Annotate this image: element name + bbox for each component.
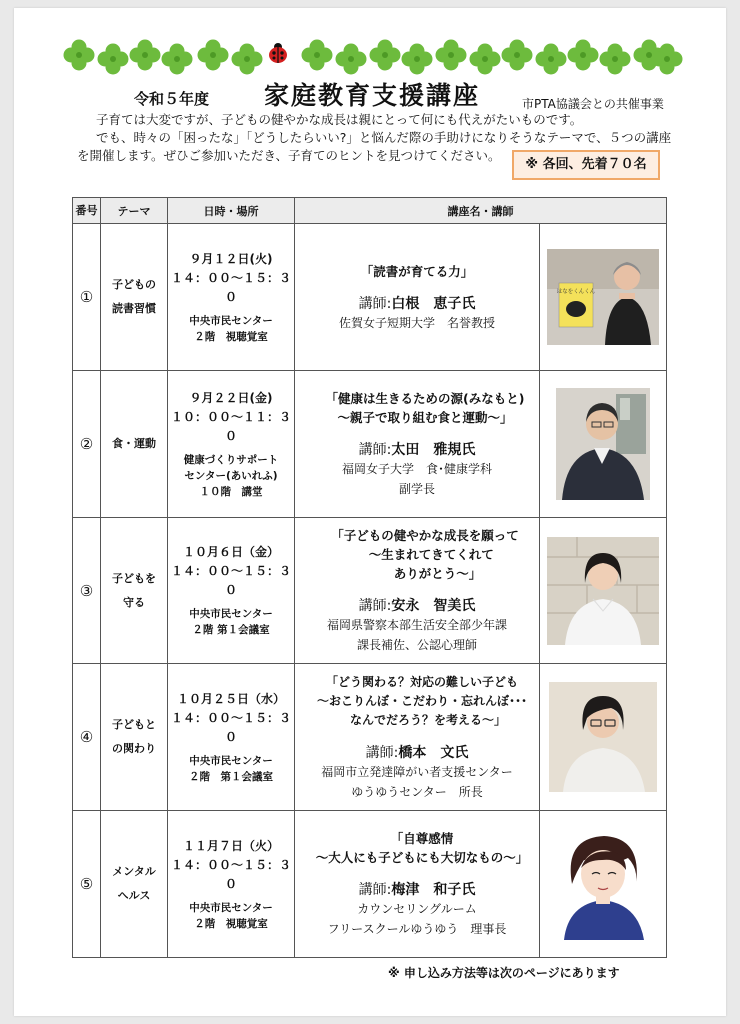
lecturer-photo-image-2 bbox=[556, 388, 650, 500]
course-title: 「子どもの健やかな成長を願って ～生まれてきてくれて ありがとう～」 bbox=[331, 528, 519, 581]
header-number: 番号 bbox=[73, 198, 101, 224]
footer-note: ※ 申し込み方法等は次のページにあります bbox=[388, 966, 620, 980]
row-time: １４：００～１５：３０ bbox=[170, 564, 291, 597]
row-place: 中央市民センター ２階 第１会議室 bbox=[189, 754, 273, 783]
row-theme: 食・運動 bbox=[101, 371, 168, 518]
lecturer-illustration bbox=[558, 828, 648, 940]
clover-icon bbox=[334, 42, 368, 76]
row-course bbox=[295, 664, 540, 811]
page-title: 家庭教育支援講座 bbox=[264, 81, 481, 110]
lecturer-affiliation: 福岡女子大学 食･健康学科 副学長 bbox=[341, 462, 492, 496]
lecturer: 講師:白根 恵子氏 bbox=[358, 295, 476, 312]
table-row bbox=[73, 811, 667, 958]
row-datetime bbox=[168, 224, 295, 371]
row-time: １４：００～１５：３０ bbox=[170, 270, 291, 304]
row-datetime bbox=[168, 518, 295, 664]
row-theme: メンタルヘルス bbox=[101, 811, 168, 958]
svg-text:はなをくんくん: はなをくんくん bbox=[556, 289, 596, 295]
lecturer-photo bbox=[540, 811, 667, 958]
intro-line-1: 子育ては大変ですが、子どもの健やかな成長は親にとって何にも代えがたいものです。 bbox=[96, 112, 583, 127]
course-schedule-table bbox=[72, 197, 667, 958]
row-theme: 子どもを守る bbox=[101, 518, 168, 664]
clover-icon bbox=[128, 38, 162, 72]
lecturer-photo bbox=[540, 518, 667, 664]
row-date: １１月７日（火） bbox=[182, 838, 279, 853]
lecturer-affiliation: 福岡市立発達障がい者支援センター ゆうゆうセンター 所長 bbox=[321, 764, 513, 799]
clover-icon bbox=[434, 38, 468, 72]
row-course bbox=[295, 518, 540, 664]
intro-line-2: でも、時々の「困ったな」「どうしたらいい?」と悩んだ際の手助けになりそうなテーマで、５つの講座 bbox=[96, 130, 672, 145]
row-datetime bbox=[168, 371, 295, 518]
lecturer: 講師:梅津 和子氏 bbox=[358, 882, 476, 898]
table-row bbox=[73, 224, 667, 371]
row-place: 中央市民センター ２階 第１会議室 bbox=[189, 608, 273, 636]
clover-icon bbox=[468, 42, 502, 76]
lecturer-photo bbox=[540, 371, 667, 518]
lecturer-photo-image-4 bbox=[549, 682, 657, 792]
course-title: 「どう関わる？対応の難しい子ども ～おこりんぼ・こだわり・忘れんぼ･･･ なんでだろう？を考える～」 bbox=[316, 674, 527, 727]
row-datetime bbox=[168, 811, 295, 958]
row-datetime bbox=[168, 664, 295, 811]
row-course bbox=[295, 224, 540, 371]
clover-icon bbox=[500, 38, 534, 72]
row-number: ③ bbox=[73, 518, 101, 664]
table-row bbox=[73, 518, 667, 664]
clover-icon bbox=[96, 42, 130, 76]
intro-line-3: を開催します。ぜひご参加いただき、子育てのヒントを見つけてください。 bbox=[77, 148, 501, 163]
clover-icon bbox=[160, 42, 194, 76]
lecturer-photo-image-1 bbox=[547, 249, 659, 345]
lecturer-affiliation: カウンセリングルーム フリースクールゆうゆう 理事長 bbox=[327, 902, 507, 936]
clover-icon bbox=[196, 38, 230, 72]
capacity-badge: ※ 各回、先着７０名 bbox=[512, 150, 660, 180]
lecturer: 講師:太田 雅規氏 bbox=[358, 442, 476, 458]
lecturer-affiliation: 佐賀女子短期大学 名誉教授 bbox=[338, 315, 495, 330]
clover-icon bbox=[368, 38, 402, 72]
clover-icon bbox=[650, 42, 684, 76]
ladybug-icon bbox=[266, 42, 290, 64]
row-place: 中央市民センター ２階 視聴覚室 bbox=[189, 901, 273, 930]
lecturer-affiliation: 福岡県警察本部生活安全部少年課 課長補佐、公認心理師 bbox=[326, 618, 507, 652]
row-number: ⑤ bbox=[73, 811, 101, 958]
row-time: １４：００～１５：３０ bbox=[170, 710, 291, 744]
row-theme: 子どもとの関わり bbox=[101, 664, 168, 811]
row-number: ① bbox=[73, 224, 101, 371]
clover-icon bbox=[62, 38, 96, 72]
clover-icon bbox=[300, 38, 334, 72]
row-date: ９月１２日(火) bbox=[189, 251, 273, 266]
clover-icon bbox=[230, 42, 264, 76]
header-course: 講座名・講師 bbox=[295, 198, 667, 224]
row-place: 中央市民センター ２階 視聴覚室 bbox=[189, 314, 273, 343]
row-theme: 子どもの読書習慣 bbox=[101, 224, 168, 371]
course-title: 「自尊感情 ～大人にも子どもにも大切なもの～」 bbox=[315, 831, 529, 865]
lecturer: 講師:橋本 文氏 bbox=[365, 744, 469, 761]
clover-border bbox=[0, 38, 740, 78]
lecturer-photo-image-3 bbox=[547, 537, 659, 645]
clover-icon bbox=[566, 38, 600, 72]
row-time: １０：００～１１：３０ bbox=[170, 409, 291, 443]
table-row bbox=[73, 664, 667, 811]
row-course bbox=[295, 811, 540, 958]
row-number: ④ bbox=[73, 664, 101, 811]
table-row bbox=[73, 371, 667, 518]
fiscal-year: 令和５年度 bbox=[134, 90, 210, 108]
clover-icon bbox=[534, 42, 568, 76]
header-theme: テーマ bbox=[101, 198, 168, 224]
cohost-note: 市PTA協議会との共催事業 bbox=[522, 97, 664, 111]
header-datetime: 日時・場所 bbox=[168, 198, 295, 224]
row-number: ② bbox=[73, 371, 101, 518]
row-date: １０月６日（金） bbox=[182, 545, 279, 559]
lecturer: 講師:安永 智美氏 bbox=[358, 598, 476, 614]
row-time: １４：００～１５：３０ bbox=[170, 857, 291, 891]
course-title: 「読書が育てる力」 bbox=[360, 263, 474, 279]
row-date: １０月２５日（水） bbox=[176, 691, 285, 706]
course-title: 「健康は生きるための源(みなもと) ～親子で取り組む食と運動～」 bbox=[325, 391, 525, 425]
clover-icon bbox=[400, 42, 434, 76]
clover-icon bbox=[598, 42, 632, 76]
lecturer-photo bbox=[540, 664, 667, 811]
row-course bbox=[295, 371, 540, 518]
row-date: ９月２２日(金) bbox=[189, 390, 273, 405]
lecturer-photo bbox=[540, 224, 667, 371]
row-place: 健康づくりサポート センター(あいれふ) １０階 講堂 bbox=[183, 453, 279, 498]
table-header-row bbox=[73, 198, 667, 224]
